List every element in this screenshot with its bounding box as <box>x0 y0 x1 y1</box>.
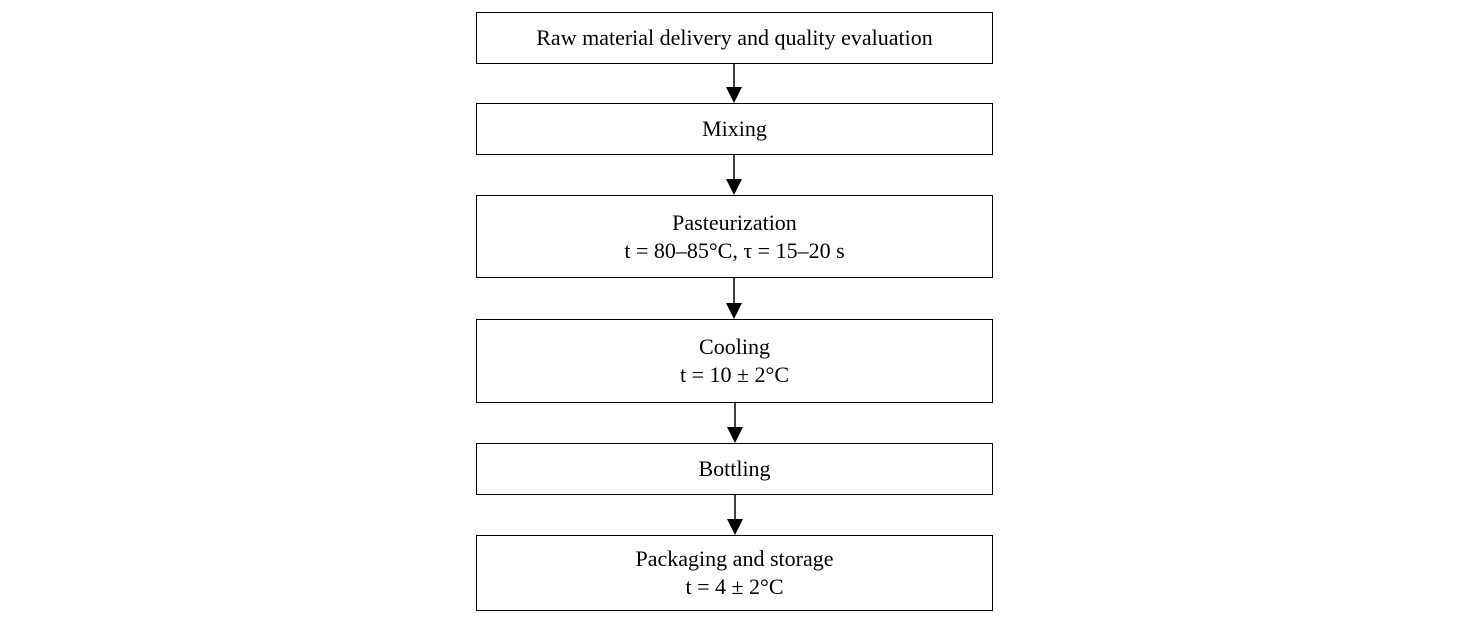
step-packaging-and-storage <box>476 535 993 611</box>
arrow-5-to-6 <box>727 495 743 535</box>
step-title: Pasteurization <box>672 209 797 235</box>
arrow-4-to-5 <box>727 403 743 443</box>
step-title: Packaging and storage <box>635 546 834 571</box>
step-detail: t = 4 ± 2°C <box>685 574 784 599</box>
step-title: Cooling <box>699 334 770 359</box>
step-pasteurization <box>476 195 993 278</box>
step-detail: t = 80–85°C, τ = 15–20 s <box>624 237 845 263</box>
arrow-1-to-2 <box>726 64 742 103</box>
step-raw-material-delivery <box>476 12 993 64</box>
arrow-2-to-3 <box>726 155 742 195</box>
step-detail: t = 10 ± 2°C <box>679 362 790 387</box>
step-mixing <box>476 103 993 155</box>
step-title: Raw material delivery and quality evaluation <box>536 25 933 50</box>
step-cooling <box>476 319 993 403</box>
step-bottling <box>476 443 993 495</box>
step-title: Bottling <box>698 456 771 481</box>
arrow-3-to-4 <box>726 278 742 319</box>
step-title: Mixing <box>702 116 767 141</box>
